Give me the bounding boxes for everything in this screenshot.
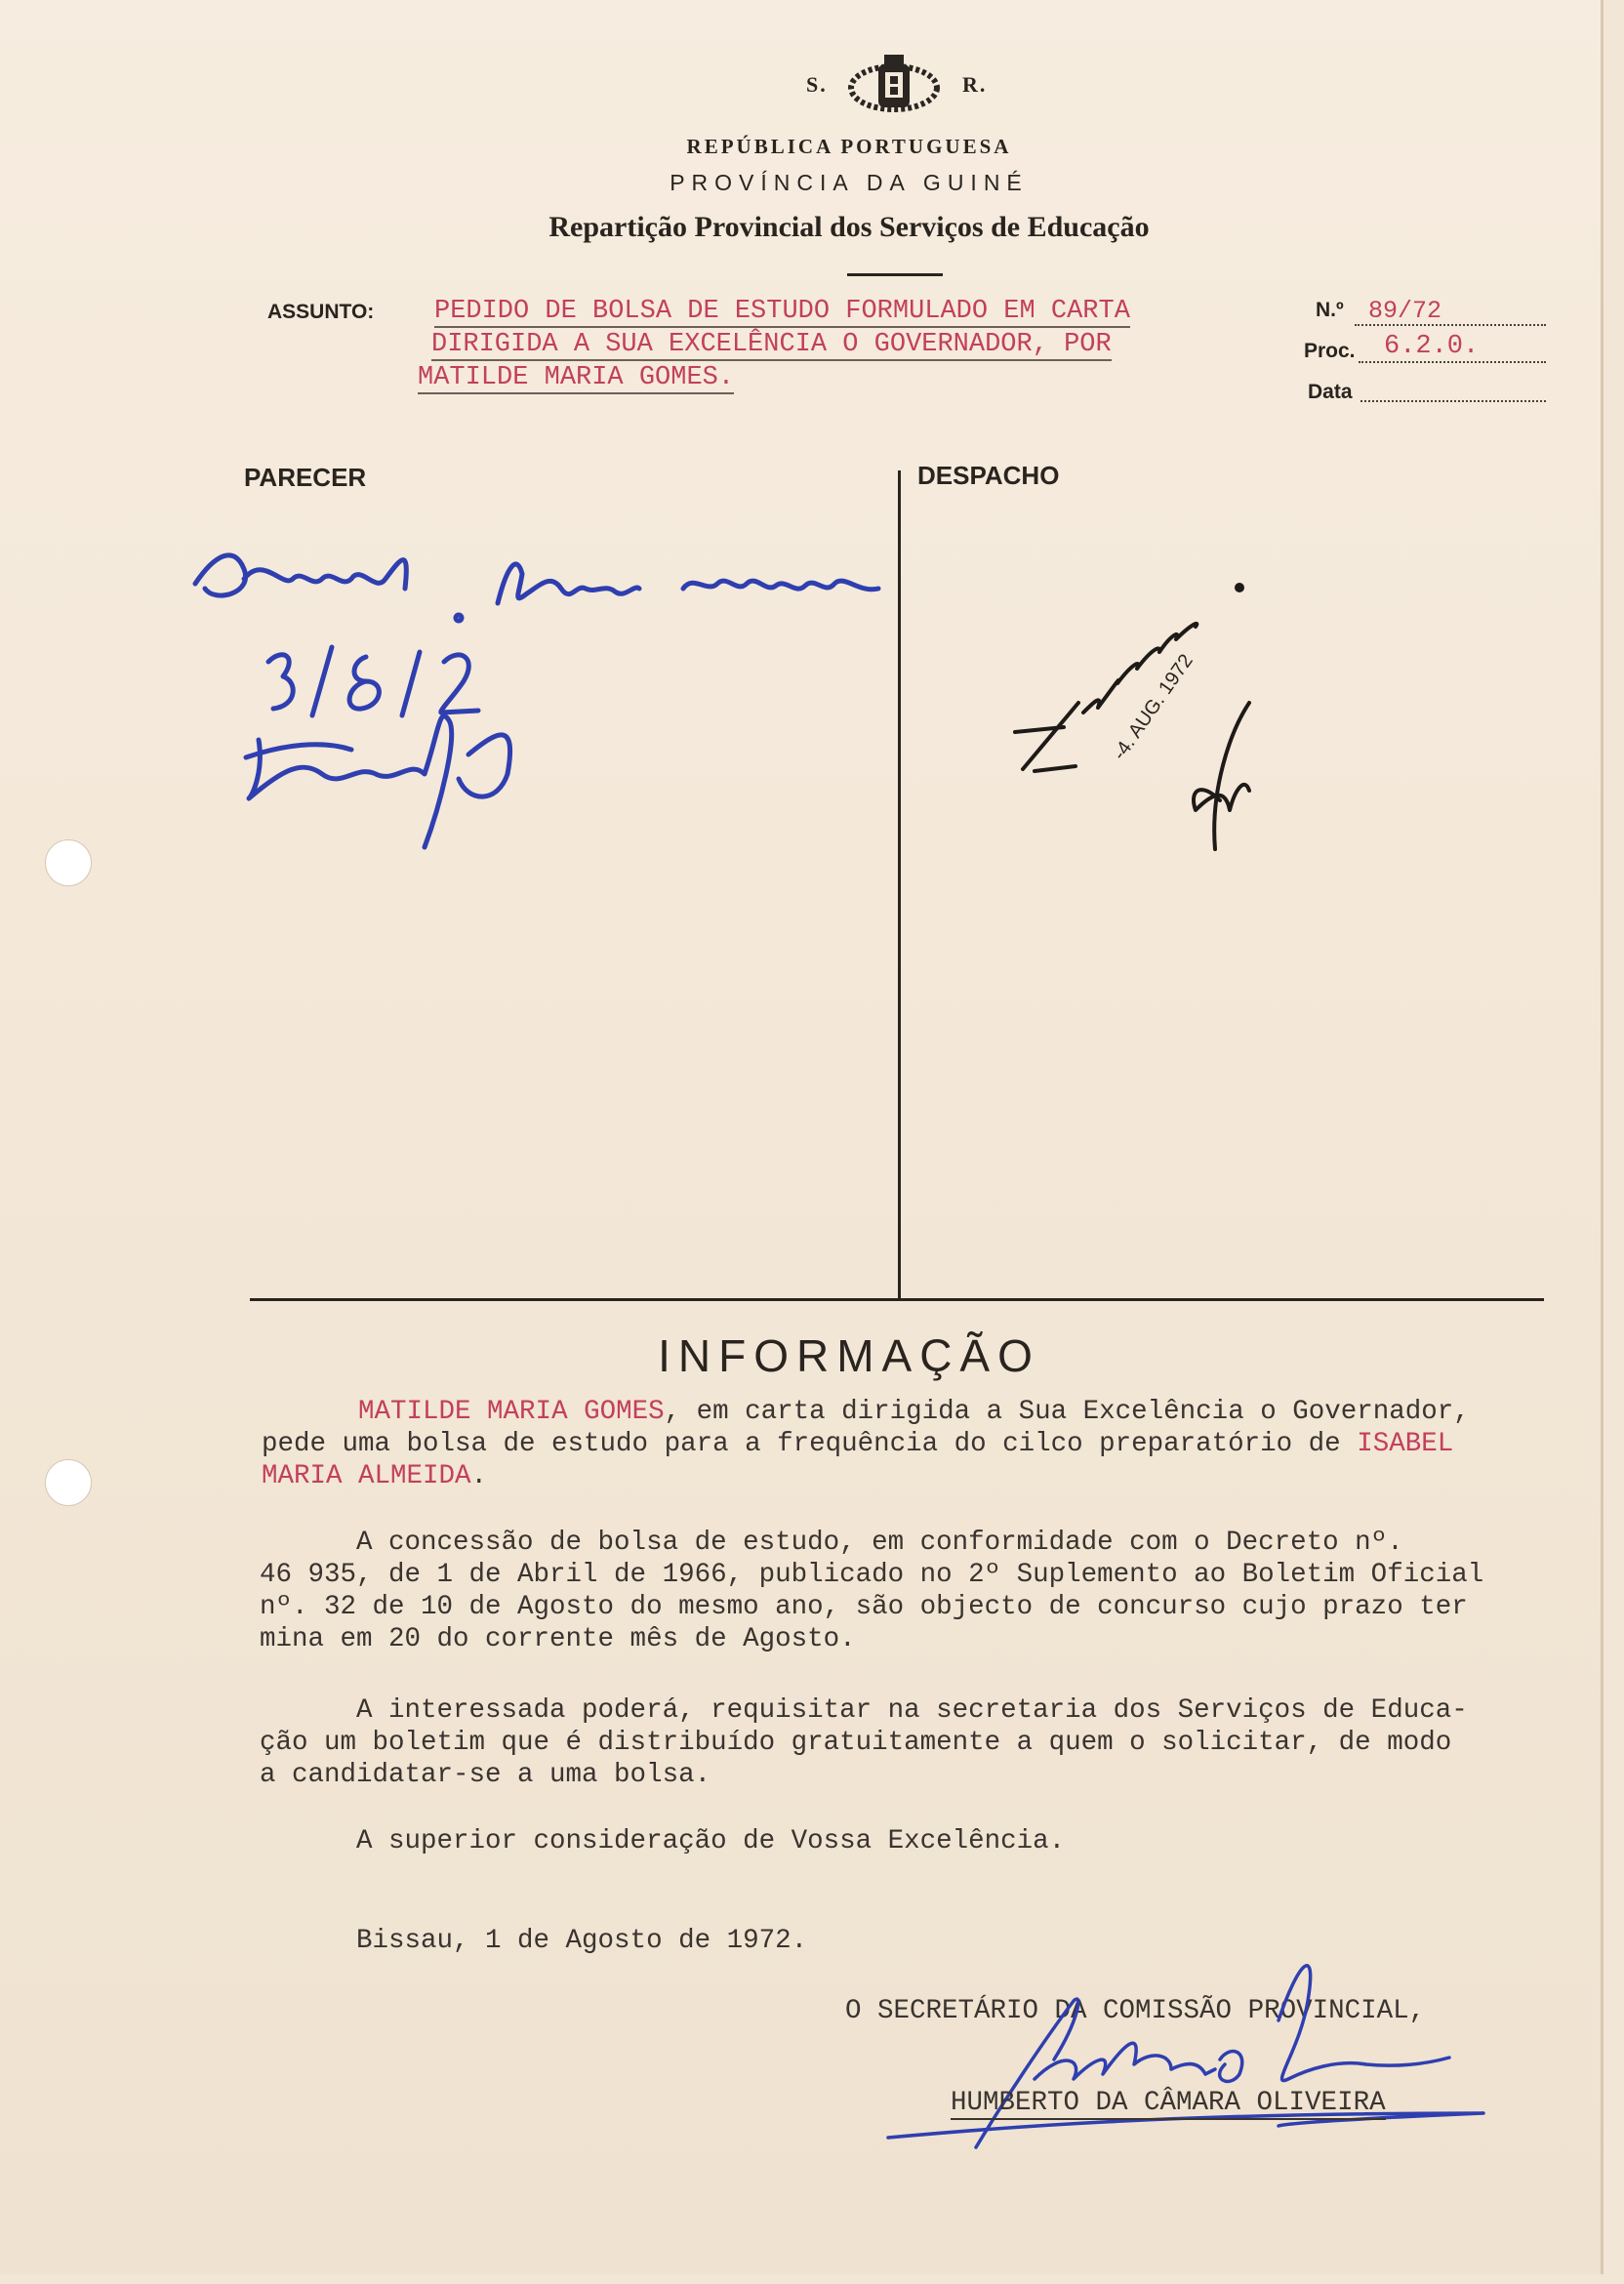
- student-name-first: ISABEL: [1357, 1429, 1454, 1459]
- info-title: INFORMAÇÃO: [658, 1330, 1040, 1381]
- p2-line-4: mina em 20 do corrente mês de Agosto.: [260, 1624, 856, 1654]
- header-republic: REPÚBLICA PORTUGUESA: [686, 135, 1012, 158]
- coat-of-arms-icon: [847, 51, 941, 125]
- ref-proc-value: 6.2.0.: [1384, 332, 1480, 361]
- p2-line-2: 46 935, de 1 de Abril de 1966, publicado no 2º Suplemento ao Boletim Oficial: [260, 1560, 1484, 1590]
- p3-line-2: ção um boletim que é distribuído gratuitamente a quem o solicitar, de modo: [260, 1728, 1452, 1758]
- p1-text-2: pede uma bolsa de estudo para a frequência do cilco preparatório de: [262, 1429, 1358, 1459]
- p3-line-3: a candidatar-se a uma bolsa.: [260, 1760, 711, 1790]
- p3-line-1: A interessada poderá, requisitar na secretaria dos Serviços de Educa-: [260, 1695, 1468, 1726]
- p1-text-3: .: [470, 1461, 488, 1491]
- despacho-handwriting: [1005, 566, 1298, 859]
- p2-line-3: nº. 32 de 10 de Agosto do mesmo ano, são objecto de concurso cujo prazo ter: [260, 1592, 1468, 1622]
- header-department: Repartição Provincial dos Serviços de Educação: [548, 211, 1150, 243]
- ref-number-line: [1355, 297, 1546, 326]
- header-s-letter: S.: [806, 72, 828, 97]
- signatory-name: HUMBERTO DA CÂMARA OLIVEIRA: [951, 2088, 1386, 2118]
- ref-number-label: N.º: [1316, 299, 1344, 321]
- subject-label: ASSUNTO:: [267, 301, 375, 323]
- ref-date-label: Data: [1308, 381, 1353, 403]
- date-stamp: -4. AUG. 1972: [1109, 650, 1198, 764]
- subject-line-1: PEDIDO DE BOLSA DE ESTUDO FORMULADO EM CARTA: [434, 297, 1130, 326]
- despacho-heading: DESPACHO: [917, 461, 1060, 490]
- p1-text-1: , em carta dirigida a Sua Excelência o Governador,: [664, 1397, 1470, 1427]
- section-divider: [250, 1298, 1544, 1301]
- header-divider: [847, 273, 943, 276]
- student-name-last: MARIA ALMEIDA: [262, 1461, 471, 1491]
- parecer-handwriting: [176, 535, 917, 867]
- ref-date-line: [1360, 375, 1546, 402]
- p2-line-1: A concessão de bolsa de estudo, em conformidade com o Decreto nº.: [260, 1528, 1403, 1558]
- punch-hole-top: [45, 839, 92, 886]
- place-date: Bissau, 1 de Agosto de 1972.: [260, 1926, 808, 1956]
- ref-proc-line: [1359, 332, 1546, 363]
- signatory-title: O SECRETÁRIO DA COMISSÃO PROVINCIAL,: [845, 1996, 1426, 2026]
- subject-line-2: DIRIGIDA A SUA EXCELÊNCIA O GOVERNADOR, POR: [431, 330, 1112, 359]
- info-paragraph-2: [260, 1527, 1483, 1655]
- parecer-heading: PARECER: [244, 463, 367, 492]
- info-paragraph-1: [262, 1396, 1470, 1492]
- ref-number-value: 89/72: [1368, 297, 1442, 325]
- header-r-letter: R.: [962, 72, 988, 97]
- applicant-name: MATILDE MARIA GOMES: [358, 1397, 665, 1427]
- punch-hole-bottom: [45, 1459, 92, 1506]
- ref-proc-label: Proc.: [1304, 340, 1356, 362]
- header-province: PROVÍNCIA DA GUINÉ: [670, 170, 1029, 195]
- subject-line-3: MATILDE MARIA GOMES.: [418, 363, 735, 392]
- signature-mark: [878, 1942, 1503, 2157]
- info-paragraph-3: [260, 1694, 1468, 1791]
- info-paragraph-4: A superior consideração de Vossa Excelência.: [260, 1826, 1066, 1856]
